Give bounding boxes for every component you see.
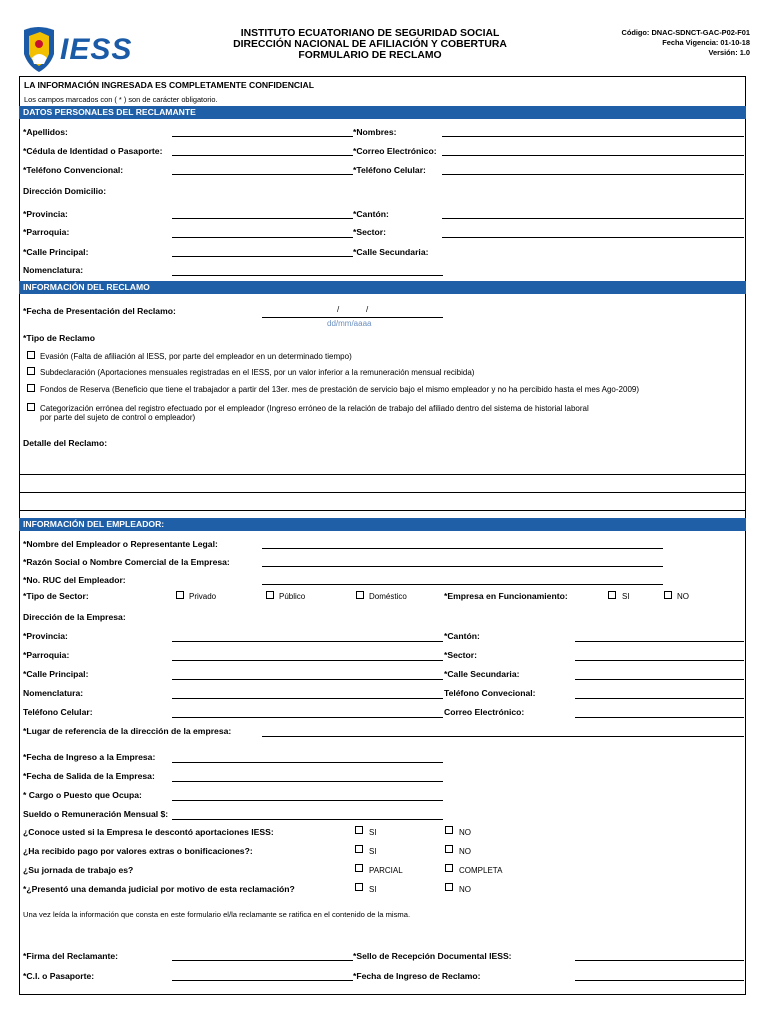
fecha-presentacion-field[interactable]: [262, 317, 443, 318]
date-hint: dd/mm/aaaa: [327, 319, 372, 328]
section-personal: DATOS PERSONALES DEL RECLAMANTE: [19, 106, 746, 119]
label-ruc: *No. RUC del Empleador:: [23, 575, 126, 585]
section-employer: INFORMACIÓN DEL EMPLEADOR:: [19, 518, 746, 531]
label-tipo-reclamo: *Tipo de Reclamo: [23, 333, 95, 343]
sello-field[interactable]: [575, 960, 744, 961]
nombres-field[interactable]: [442, 136, 744, 137]
emp-tel-conv-field[interactable]: [575, 698, 744, 699]
label-provincia: *Provincia:: [23, 209, 68, 219]
section-claim: INFORMACIÓN DEL RECLAMO: [19, 281, 746, 294]
empleador-nombre-field[interactable]: [262, 548, 663, 549]
checkbox-privado[interactable]: [176, 591, 184, 599]
label-emp-calle-secundaria: *Calle Secundaria:: [444, 669, 520, 679]
sueldo-field[interactable]: [172, 819, 443, 820]
checkbox-q1-no[interactable]: [445, 826, 453, 834]
label-parroquia: *Parroquia:: [23, 227, 70, 237]
option-q4-si: SI: [369, 885, 377, 894]
checkbox-q4-no[interactable]: [445, 883, 453, 891]
emp-parroquia-field[interactable]: [172, 660, 443, 661]
emp-provincia-field[interactable]: [172, 641, 443, 642]
label-canton: *Cantón:: [353, 209, 389, 219]
label-calle-secundaria: *Calle Secundaria:: [353, 247, 429, 257]
cargo-field[interactable]: [172, 800, 443, 801]
iess-logo: [20, 24, 150, 74]
logo-text: IESS: [60, 33, 133, 66]
option-funcionamiento-si: SI: [622, 592, 630, 601]
option-evasion: Evasión (Falta de afiliación al IESS, por parte del empleador en un determinado tiempo): [40, 352, 352, 361]
checkbox-q2-si[interactable]: [355, 845, 363, 853]
checkbox-evasion[interactable]: [27, 351, 35, 359]
label-direccion: Dirección Domicilio:: [23, 186, 107, 196]
ratify-statement: Una vez leída la información que consta en este formulario el/la reclamante se ratifica en el contenido de la misma.: [23, 910, 411, 919]
label-direccion-empresa: Dirección de la Empresa:: [23, 612, 126, 622]
provincia-field[interactable]: [172, 218, 353, 219]
label-firma: *Firma del Reclamante:: [23, 951, 119, 961]
label-fecha-ingreso-reclamo: *Fecha de Ingreso de Reclamo:: [353, 971, 481, 981]
fecha-salida-empresa-field[interactable]: [172, 781, 443, 782]
option-q1-si: SI: [369, 828, 377, 837]
form-version: Versión: 1.0: [708, 48, 750, 57]
confidential-notice: LA INFORMACIÓN INGRESADA ES COMPLETAMENTE CONFIDENCIAL: [24, 80, 314, 90]
emp-correo-field[interactable]: [575, 717, 744, 718]
label-emp-calle-principal: *Calle Principal:: [23, 669, 89, 679]
label-emp-sector: *Sector:: [444, 650, 477, 660]
option-privado: Privado: [189, 592, 217, 601]
direction-title: DIRECCIÓN NACIONAL DE AFILIACIÓN Y COBERTURA: [233, 39, 507, 50]
label-emp-correo: Correo Electrónico:: [444, 707, 525, 717]
label-cargo: * Cargo o Puesto que Ocupa:: [23, 790, 142, 800]
emp-canton-field[interactable]: [575, 641, 744, 642]
label-tel-conv: *Teléfono Convencional:: [23, 165, 124, 175]
checkbox-fondos-reserva[interactable]: [27, 384, 35, 392]
checkbox-categorizacion[interactable]: [27, 403, 35, 411]
form-validity: Fecha Vigencia: 01-10-18: [662, 38, 750, 47]
checkbox-q3-completa[interactable]: [445, 864, 453, 872]
ci-field[interactable]: [172, 980, 353, 981]
option-subdeclaracion: Subdeclaración (Aportaciones mensuales registradas en el IESS, por un valor inferior a la remuneración mensual recibida): [40, 368, 475, 377]
checkbox-publico[interactable]: [266, 591, 274, 599]
cedula-field[interactable]: [172, 155, 353, 156]
detalle-line-3[interactable]: [19, 510, 746, 511]
checkbox-q4-si[interactable]: [355, 883, 363, 891]
detalle-line-1[interactable]: [19, 474, 746, 475]
date-separator-1: /: [337, 305, 340, 314]
form-title: FORMULARIO DE RECLAMO: [298, 50, 442, 61]
label-apellidos: *Apellidos:: [23, 127, 68, 137]
label-tipo-sector: *Tipo de Sector:: [23, 591, 89, 601]
required-note: Los campos marcados con ( * ) son de carácter obligatorio.: [24, 95, 218, 104]
referencia-field[interactable]: [262, 736, 744, 737]
option-q2-no: NO: [459, 847, 471, 856]
label-sello: *Sello de Recepción Documental IESS:: [353, 951, 512, 961]
option-q1-no: NO: [459, 828, 471, 837]
firma-field[interactable]: [172, 960, 353, 961]
ruc-field[interactable]: [262, 584, 663, 585]
label-ci: *C.I. o Pasaporte:: [23, 971, 95, 981]
label-emp-tel-conv: Teléfono Convecional:: [444, 688, 536, 698]
question-jornada: ¿Su jornada de trabajo es?: [23, 865, 134, 875]
label-funcionamiento: *Empresa en Funcionamiento:: [444, 591, 568, 601]
option-categorizacion: Categorización errónea del registro efectuado por el empleador (Ingreso erróneo de la relación de trabajo del afiliado dentro del sistema de historial laboral: [40, 404, 589, 413]
question-extras: ¿Ha recibido pago por valores extras o bonificaciones?:: [23, 846, 253, 856]
label-emp-tel-cel: Teléfono Celular:: [23, 707, 93, 717]
option-q3-completa: COMPLETA: [459, 866, 503, 875]
razon-social-field[interactable]: [262, 566, 663, 567]
nomenclatura-field[interactable]: [172, 275, 443, 276]
emp-nomenclatura-field[interactable]: [172, 698, 443, 699]
form-code: Código: DNAC-SDNCT-GAC-P02-F01: [621, 28, 750, 37]
date-separator-2: /: [366, 305, 369, 314]
label-emp-provincia: *Provincia:: [23, 631, 68, 641]
option-funcionamiento-no: NO: [677, 592, 689, 601]
label-fecha-salida-empresa: *Fecha de Salida de la Empresa:: [23, 771, 155, 781]
tel-conv-field[interactable]: [172, 174, 353, 175]
checkbox-funcionamiento-no[interactable]: [664, 591, 672, 599]
parroquia-field[interactable]: [172, 237, 353, 238]
label-empleador-nombre: *Nombre del Empleador o Representante Legal:: [23, 539, 218, 549]
sector-field[interactable]: [442, 237, 744, 238]
label-emp-parroquia: *Parroquia:: [23, 650, 70, 660]
label-cedula: *Cédula de Identidad o Pasaporte:: [23, 146, 163, 156]
checkbox-funcionamiento-si[interactable]: [608, 591, 616, 599]
label-sueldo: Sueldo o Remuneración Mensual $:: [23, 809, 169, 819]
institute-title: INSTITUTO ECUATORIANO DE SEGURIDAD SOCIAL: [240, 28, 500, 39]
label-sector: *Sector:: [353, 227, 386, 237]
canton-field[interactable]: [442, 218, 744, 219]
tel-cel-field[interactable]: [442, 174, 744, 175]
label-fecha-presentacion: *Fecha de Presentación del Reclamo:: [23, 306, 176, 316]
checkbox-subdeclaracion[interactable]: [27, 367, 35, 375]
detalle-line-2[interactable]: [19, 492, 746, 493]
fecha-ingreso-reclamo-field[interactable]: [575, 980, 744, 981]
apellidos-field[interactable]: [172, 136, 353, 137]
option-q4-no: NO: [459, 885, 471, 894]
checkbox-q1-si[interactable]: [355, 826, 363, 834]
emp-calle-principal-field[interactable]: [172, 679, 443, 680]
label-correo: *Correo Electrónico:: [353, 146, 437, 156]
label-calle-principal: *Calle Principal:: [23, 247, 89, 257]
label-tel-cel: *Teléfono Celular:: [353, 165, 426, 175]
label-emp-canton: *Cantón:: [444, 631, 480, 641]
label-nombres: *Nombres:: [353, 127, 397, 137]
label-fecha-ingreso-empresa: *Fecha de Ingreso a la Empresa:: [23, 752, 156, 762]
label-emp-nomenclatura: Nomenclatura:: [23, 688, 84, 698]
checkbox-q2-no[interactable]: [445, 845, 453, 853]
option-q3-parcial: PARCIAL: [369, 866, 403, 875]
checkbox-domestico[interactable]: [356, 591, 364, 599]
emp-calle-secundaria-field[interactable]: [575, 679, 744, 680]
option-categorizacion-cont: por parte del sujeto de control o empleador): [40, 413, 196, 422]
label-detalle: Detalle del Reclamo:: [23, 438, 108, 448]
correo-field[interactable]: [442, 155, 744, 156]
option-domestico: Doméstico: [369, 592, 407, 601]
label-nomenclatura: Nomenclatura:: [23, 265, 84, 275]
option-fondos-reserva: Fondos de Reserva (Beneficio que tiene el trabajador a partir del 13er. mes de prestación de servicio bajo el mismo empleador y no ha percibido hasta el mes Ago-2009): [40, 385, 640, 394]
label-referencia: *Lugar de referencia de la dirección de la empresa:: [23, 726, 232, 736]
emp-sector-field[interactable]: [575, 660, 744, 661]
question-demanda: *¿Presentó una demanda judicial por motivo de esta reclamación?: [23, 884, 295, 894]
question-descuento: ¿Conoce usted si la Empresa le descontó aportaciones IESS:: [23, 827, 274, 837]
option-publico: Público: [279, 592, 306, 601]
checkbox-q3-parcial[interactable]: [355, 864, 363, 872]
calle-principal-field[interactable]: [172, 256, 353, 257]
emp-tel-cel-field[interactable]: [172, 717, 443, 718]
option-q2-si: SI: [369, 847, 377, 856]
fecha-ingreso-empresa-field[interactable]: [172, 762, 443, 763]
label-razon-social: *Razón Social o Nombre Comercial de la Empresa:: [23, 557, 230, 567]
